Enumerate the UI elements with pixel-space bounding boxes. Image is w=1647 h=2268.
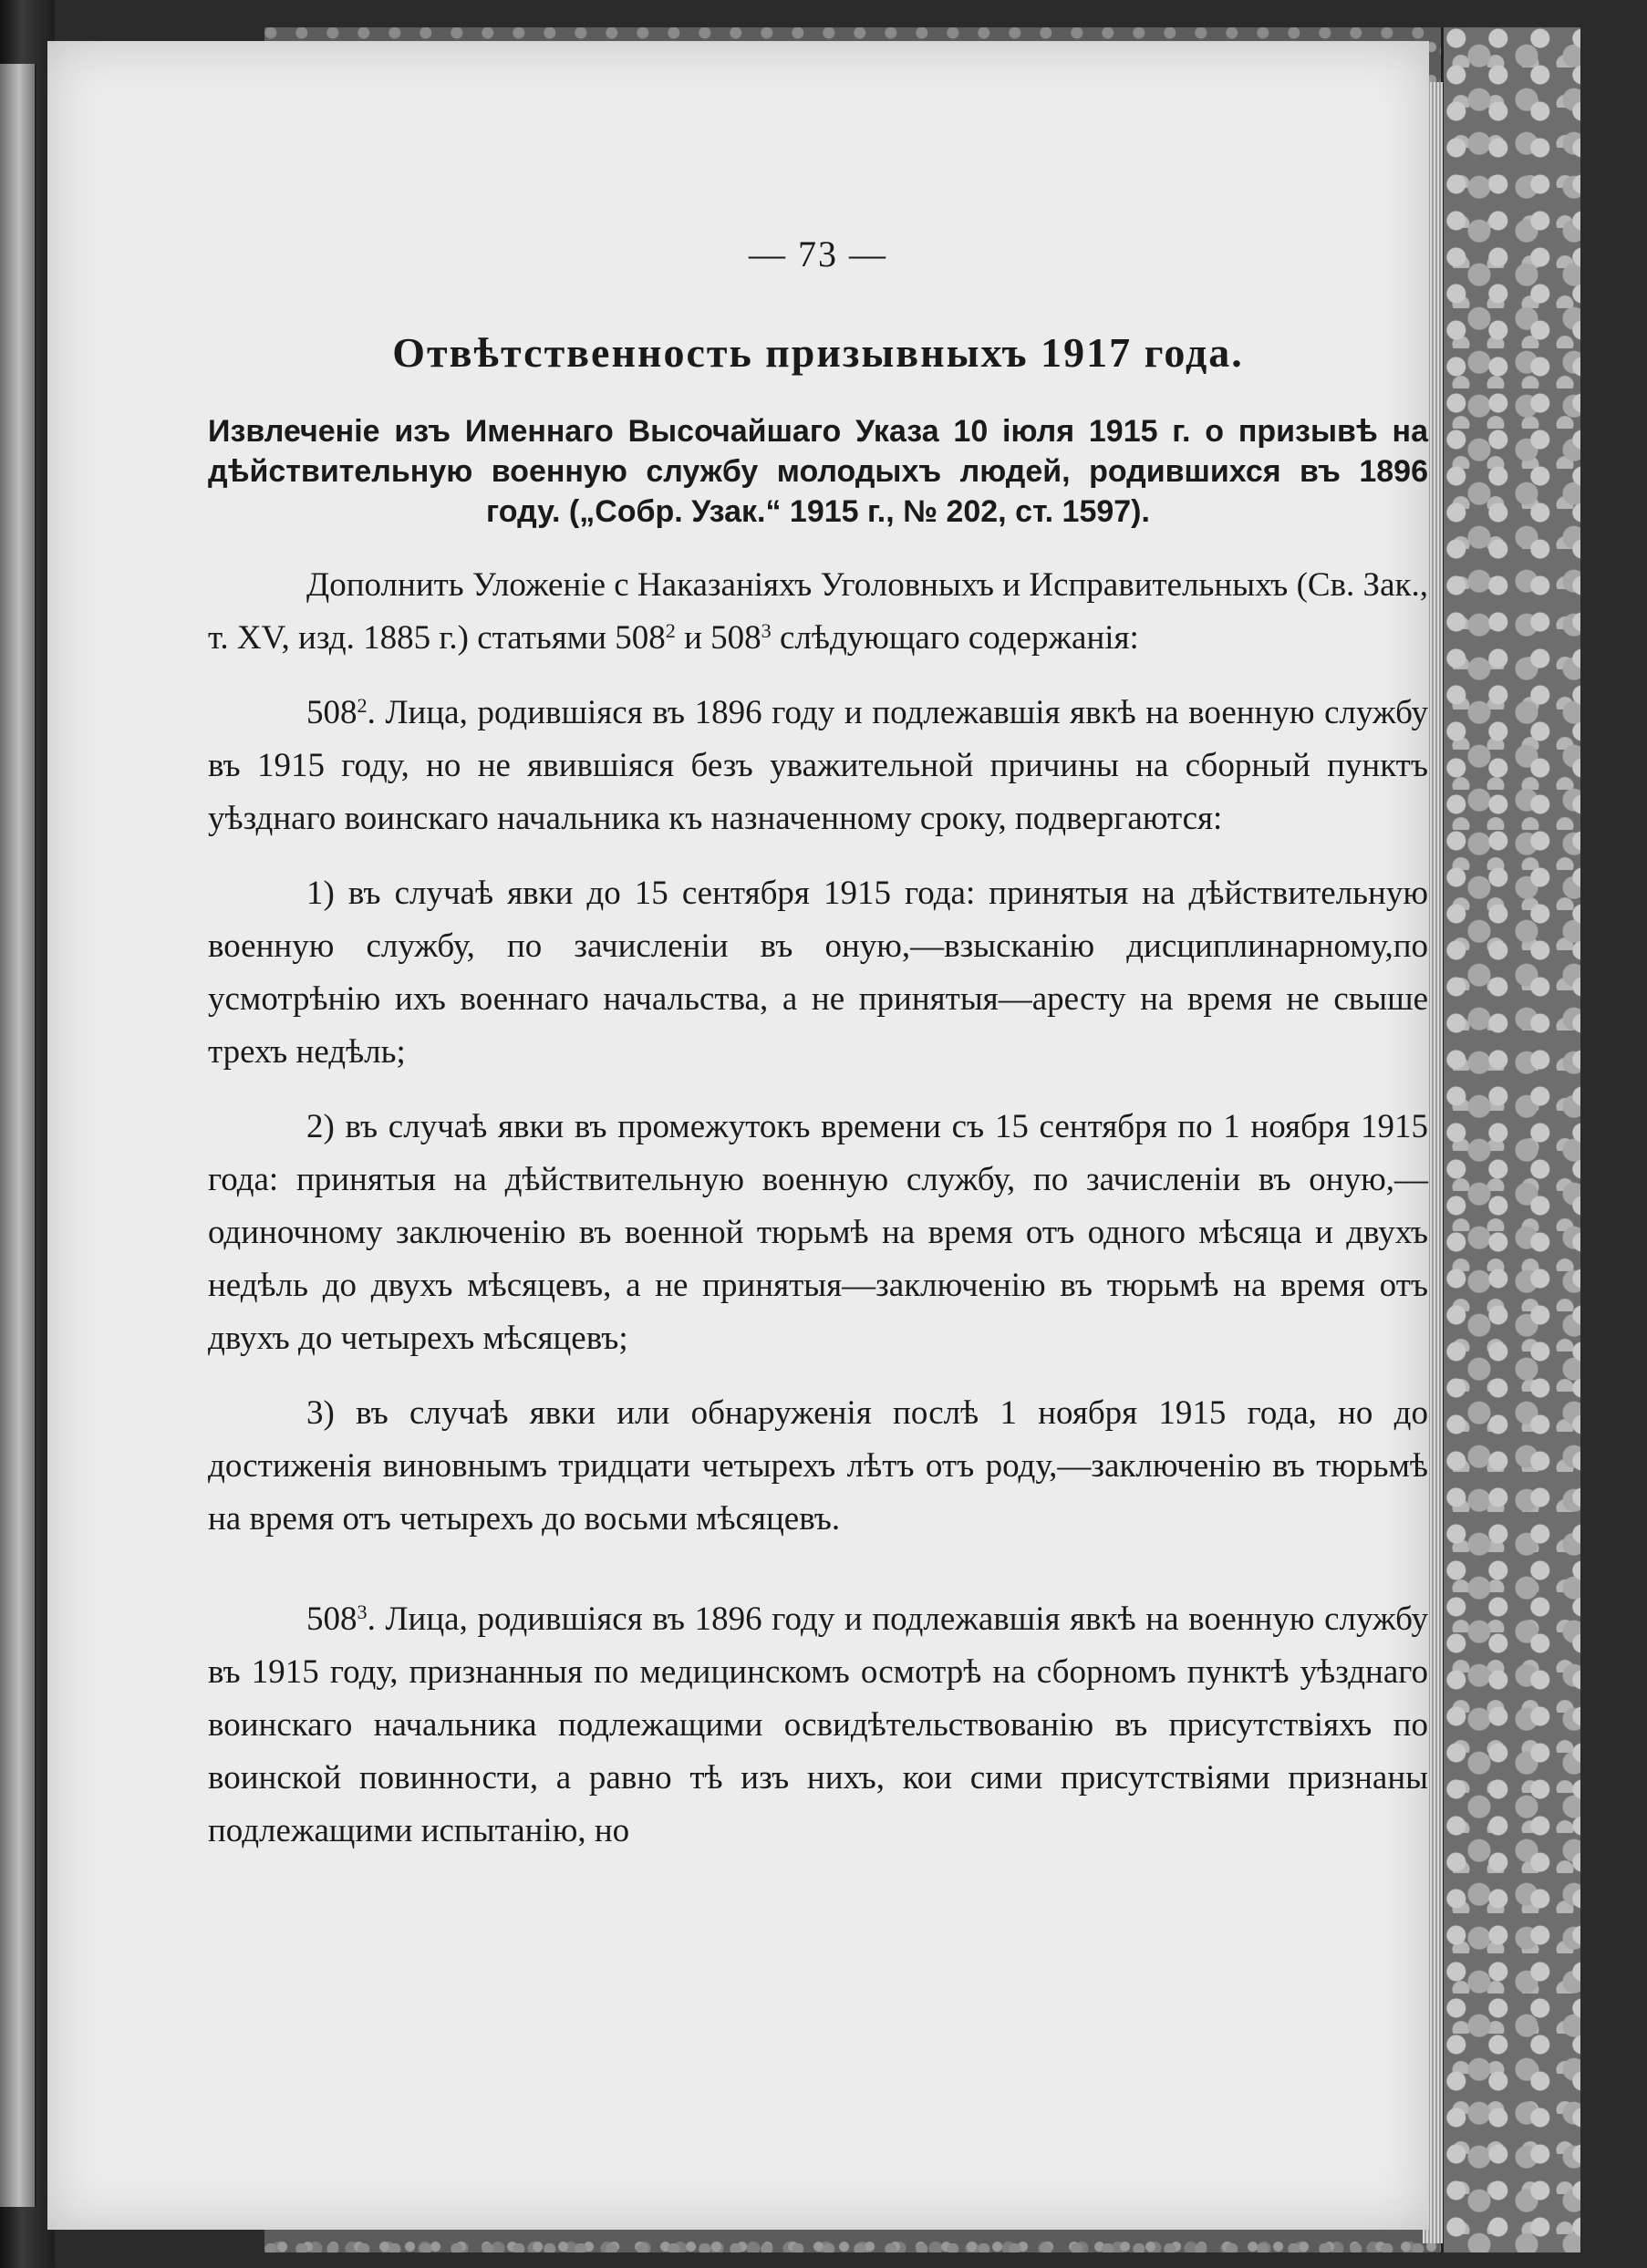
intro-text-start: Дополнить Уложеніе с Наказаніяхъ Уголовныхъ и Исправительныхъ (Св. Зак., т. XV, изд. 1885 г.) статьями 508 — [208, 566, 1428, 657]
page-number: — 73 — — [749, 233, 887, 274]
article-508-3-text: . Лица, родившіяся въ 1896 году и подлежавшія явкѣ на военную службу въ 1915 году, признанныя по медицинскомъ осмотрѣ на сборномъ пунктѣ уѣзднаго воинскаго начальника подлежащими освидѣтельствованію въ присутствіяхъ по воинской повинности, а равно тѣ изъ нихъ, кои сими присутствіями признаны подлежащими испытанію, но — [208, 1600, 1428, 1849]
book-cover-marbled-edge — [1441, 27, 1580, 2252]
intro-paragraph — [208, 559, 1428, 665]
previous-page-edge — [0, 64, 36, 2207]
article-508-3 — [208, 1593, 1428, 1858]
page-title: Отвѣтственность призывныхъ 1917 года. — [392, 329, 1244, 376]
intro-sup-2: 3 — [761, 618, 772, 642]
clause-1: 1) въ случаѣ явки до 15 сентября 1915 года: принятыя на дѣйствительную военную службу, по зачисленіи въ оную,—взысканію дисциплинарному,по усмотрѣнію ихъ военнаго начальства, а не принятыя—аресту на время не свыше трехъ недѣль; — [208, 875, 1428, 1071]
intro-text-middle: и 508 — [675, 619, 761, 657]
article-508-3-number: 508 — [306, 1600, 357, 1638]
extract-heading: Извлеченіе изъ Именнаго Высочайшаго Указа 10 іюля 1915 г. о призывѣ на дѣйствительную военную службу молодыхъ людей, родившихся въ 1896 году. („Собр. Узак.“ 1915 г., № 202, ст. 1597). — [208, 414, 1428, 529]
article-508-2-text: . Лица, родившіяся въ 1896 году и подлежавшія явкѣ на военную службу въ 1915 году, но не явившіяся безъ уважительной причины на сборный пунктъ уѣзднаго воинскаго начальника къ назначенному сроку, подвергаются: — [208, 694, 1428, 837]
section-spacer — [208, 1568, 1428, 1593]
article-508-3-sup: 3 — [357, 1600, 368, 1623]
article-508-2-number: 508 — [306, 694, 357, 731]
intro-text-end: слѣдующаго содержанія: — [771, 619, 1139, 657]
clause-3: 3) въ случаѣ явки или обнаруженія послѣ 1 ноября 1915 года, но до достиженія виновнымъ тридцати четырехъ лѣтъ отъ роду,—заключенію въ тюрьмѣ на время отъ четырехъ до восьми мѣсяцевъ. — [208, 1394, 1428, 1538]
clause-2: 2) въ случаѣ явки въ промежутокъ времени съ 15 сентября по 1 ноября 1915 года: принятыя на дѣйствительную военную службу, по зачисленіи въ оную,—одиночному заключенію въ военной тюрьмѣ на время отъ одного мѣсяца и двухъ недѣль до двухъ мѣсяцевъ, а не принятыя—заключенію въ тюрьмѣ на время отъ двухъ до четырехъ мѣсяцевъ; — [208, 1108, 1428, 1357]
article-508-2-sup: 2 — [357, 693, 368, 717]
intro-sup-1: 2 — [665, 618, 676, 642]
page-text-block — [208, 233, 1428, 1880]
book-page — [47, 41, 1429, 2230]
article-508-2 — [208, 687, 1428, 845]
